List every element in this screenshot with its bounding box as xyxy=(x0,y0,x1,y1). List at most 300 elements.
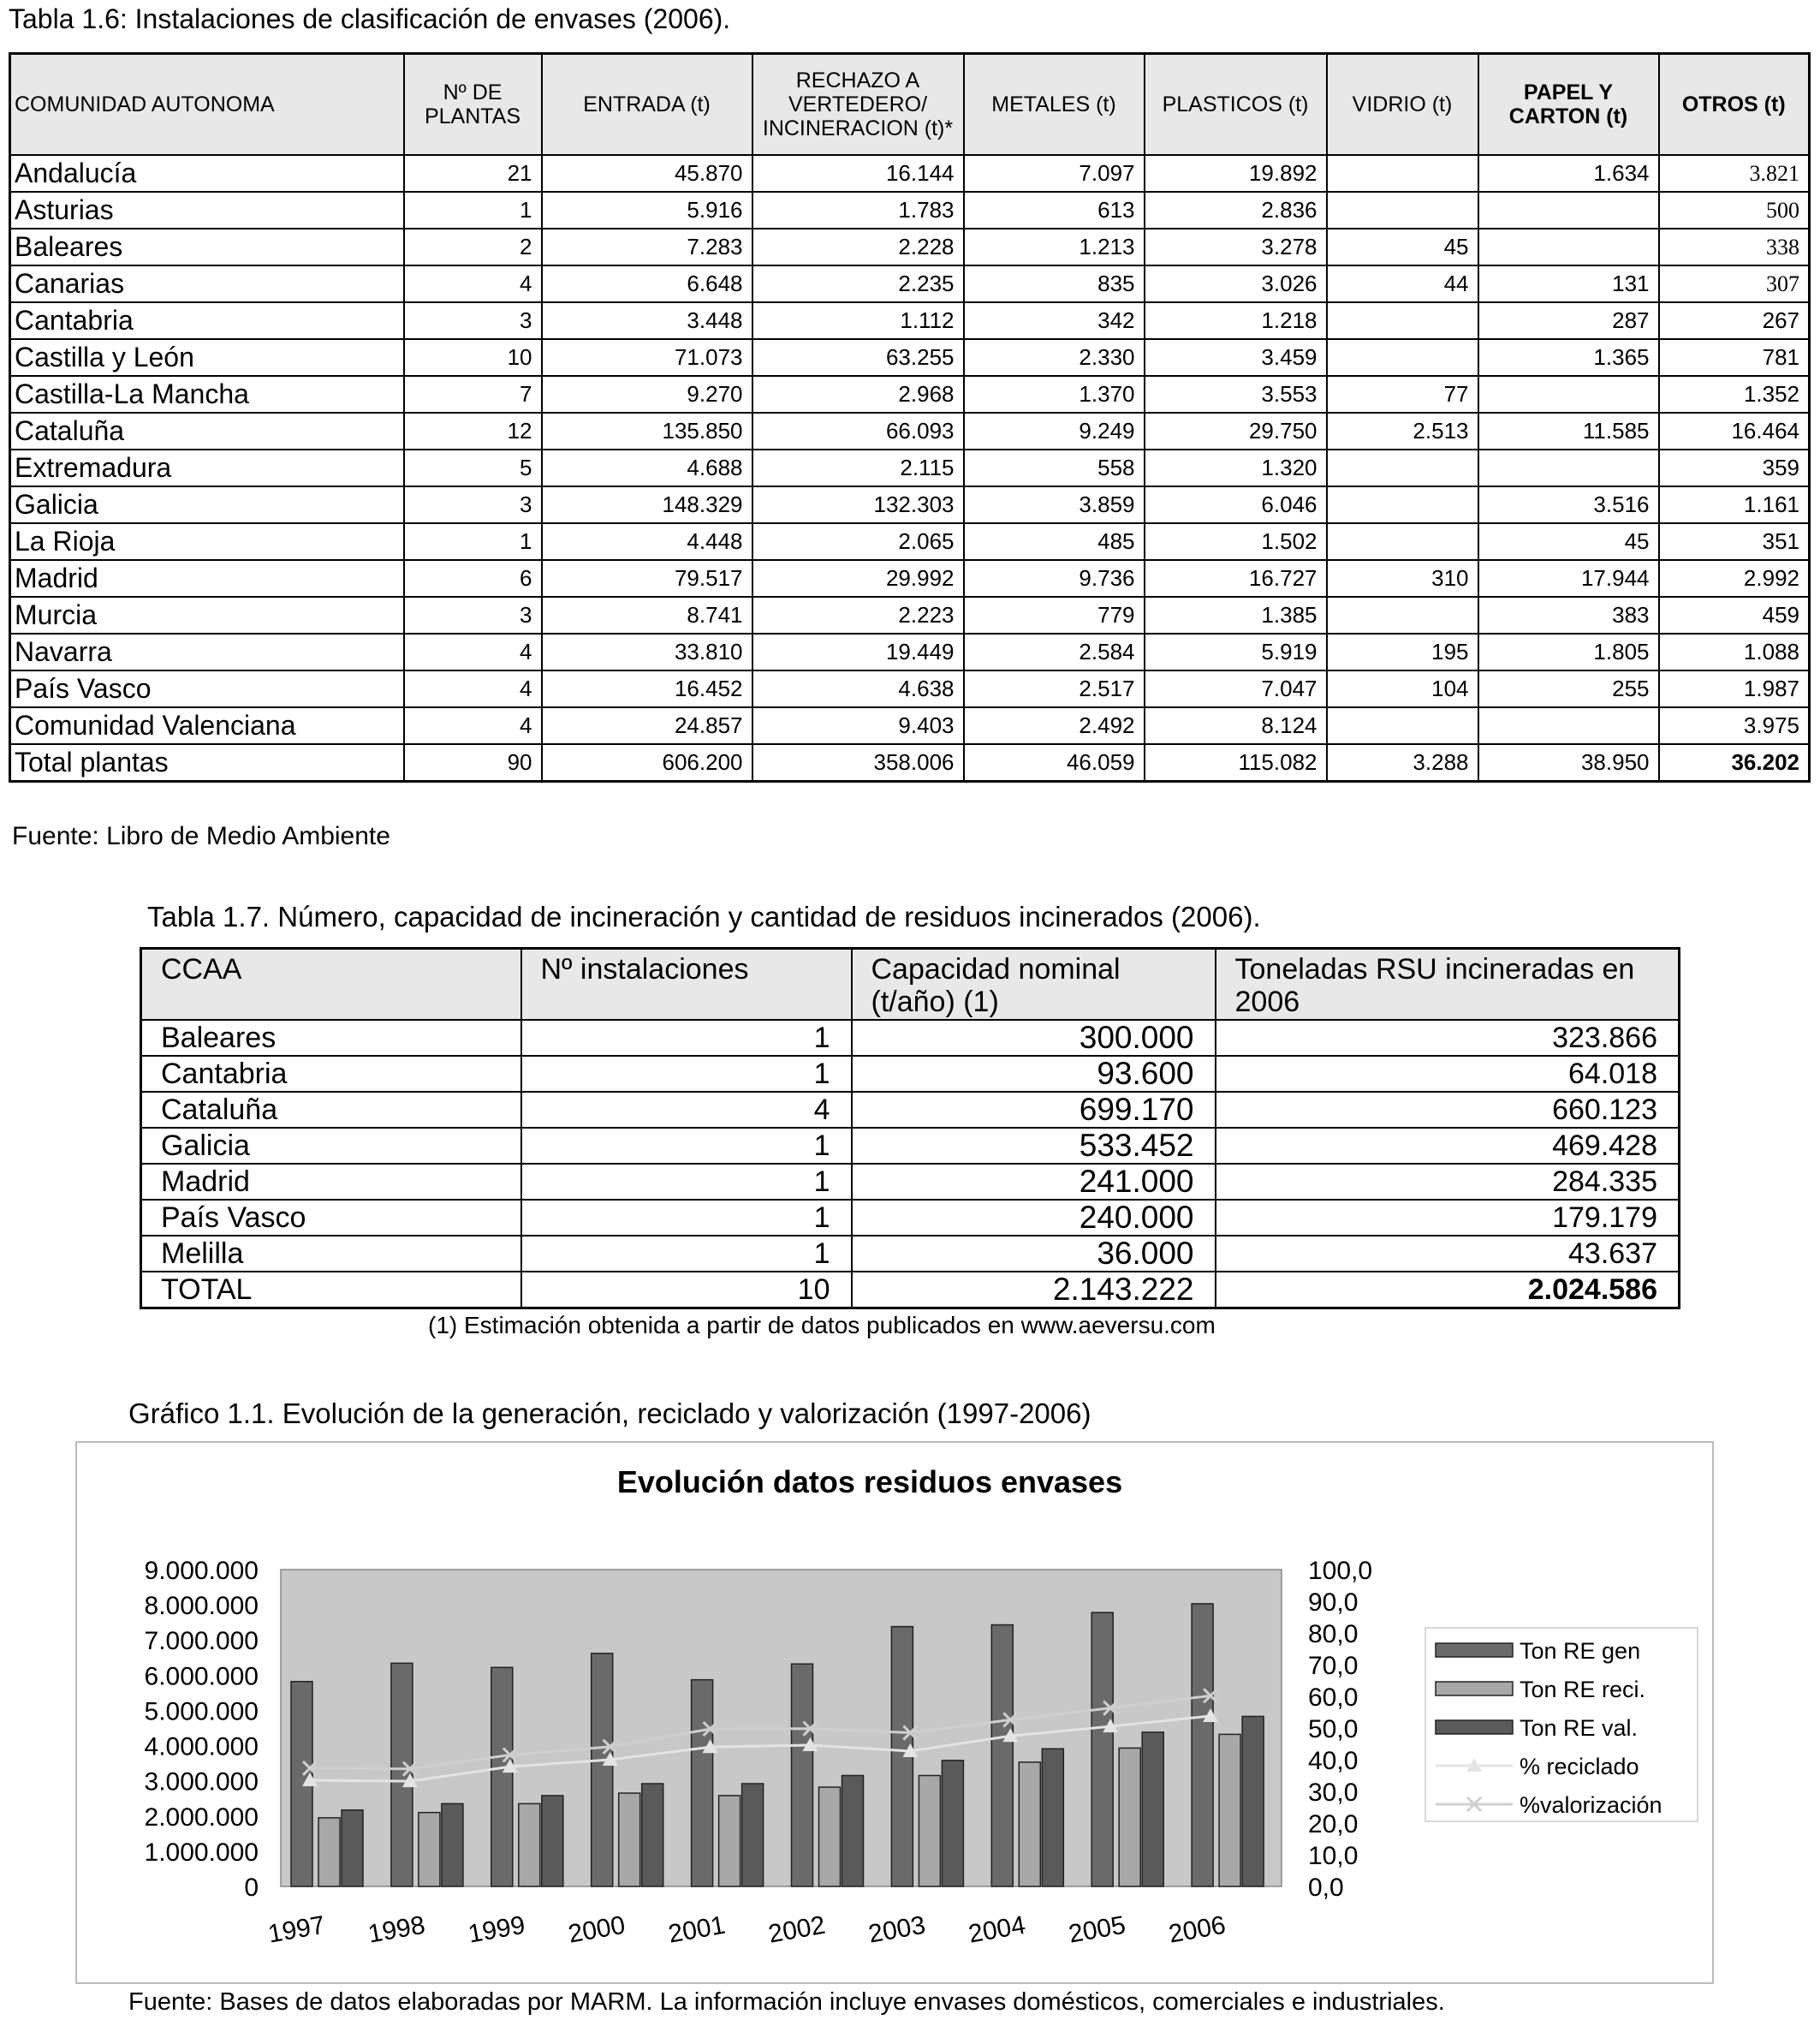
legend-swatch-ton-re-gen xyxy=(1436,1643,1513,1657)
table-row xyxy=(10,339,1810,376)
row-label: Total plantas xyxy=(10,744,404,782)
table-cell: 533.452 xyxy=(852,1128,1216,1164)
table-cell: 179.179 xyxy=(1216,1200,1680,1236)
table-cell: 7.283 xyxy=(542,229,752,265)
table-row xyxy=(10,707,1810,744)
table-cell: 12 xyxy=(404,413,542,450)
table16-header-7: PAPEL Y CARTON (t) xyxy=(1478,54,1659,156)
table-cell: 45.870 xyxy=(542,155,752,192)
table-cell: 1.161 xyxy=(1659,486,1810,523)
row-label: Baleares xyxy=(10,229,404,265)
y-left-tick-label: 8.000.000 xyxy=(144,1592,259,1621)
table-row xyxy=(10,155,1810,192)
table-cell: 33.810 xyxy=(542,634,752,670)
chart-svg xyxy=(77,1443,1712,1982)
table-cell: 606.200 xyxy=(542,744,752,782)
bar-ton-re-gen-2000 xyxy=(592,1654,613,1886)
y-right-tick-label: 90,0 xyxy=(1308,1588,1359,1617)
table-cell: 104 xyxy=(1327,670,1478,707)
table-cell: 66.093 xyxy=(752,413,964,450)
row-label: Castilla-La Mancha xyxy=(10,376,404,413)
table-cell: 38.950 xyxy=(1478,744,1659,782)
table-cell: 459 xyxy=(1659,597,1810,634)
table-cell: 3.975 xyxy=(1659,707,1810,744)
bar-ton-re-gen-2001 xyxy=(692,1680,713,1886)
table-cell: 148.329 xyxy=(542,486,752,523)
table-cell: 699.170 xyxy=(852,1092,1216,1128)
table-cell: 6.046 xyxy=(1145,486,1327,523)
bar-ton-re-val--2004 xyxy=(1042,1749,1063,1886)
table-cell: 781 xyxy=(1659,339,1810,376)
table-cell: 2.228 xyxy=(752,229,964,265)
bar-ton-re-val--1997 xyxy=(342,1810,363,1886)
table17 xyxy=(140,947,1680,1309)
row-label: Madrid xyxy=(141,1164,521,1200)
x-tick-label: 2003 xyxy=(866,1910,928,1949)
x-tick-label: 2002 xyxy=(766,1910,828,1949)
table-cell: 45 xyxy=(1327,229,1478,265)
y-left-tick-label: 5.000.000 xyxy=(144,1697,259,1726)
table-cell: 383 xyxy=(1478,597,1659,634)
row-label: Melilla xyxy=(141,1236,521,1272)
table-cell: 2.143.222 xyxy=(852,1272,1216,1308)
table-cell: 1.783 xyxy=(752,192,964,229)
table-cell: 1.218 xyxy=(1145,302,1327,339)
table-cell: 10 xyxy=(404,339,542,376)
table-cell: 3.459 xyxy=(1145,339,1327,376)
legend-swatch-ton-re-reci- xyxy=(1436,1682,1513,1695)
table-cell: 7 xyxy=(404,376,542,413)
table16 xyxy=(9,52,1811,783)
table-cell: 11.585 xyxy=(1478,413,1659,450)
table-cell: 46.059 xyxy=(964,744,1145,782)
table-cell: 9.736 xyxy=(964,560,1145,597)
x-tick-label: 1999 xyxy=(466,1910,527,1949)
table-cell: 79.517 xyxy=(542,560,752,597)
table-cell: 4 xyxy=(404,634,542,670)
table-cell: 1.385 xyxy=(1145,597,1327,634)
x-tick-label: 1998 xyxy=(366,1910,427,1949)
chart-caption: Gráfico 1.1. Evolución de la generación, reciclado y valorización (1997-2006) xyxy=(128,1397,1091,1429)
bar-ton-re-reci--1998 xyxy=(419,1813,440,1886)
y-right-tick-label: 20,0 xyxy=(1308,1810,1359,1838)
row-label: Madrid xyxy=(10,560,404,597)
table-cell: 1.805 xyxy=(1478,634,1659,670)
table-cell: 2.492 xyxy=(964,707,1145,744)
table-cell: 1 xyxy=(521,1164,852,1200)
table17-header-instalaciones: Nº instalaciones xyxy=(521,949,852,1021)
table-cell: 1.088 xyxy=(1659,634,1810,670)
table-cell: 338 xyxy=(1659,229,1810,265)
bar-ton-re-reci--2002 xyxy=(819,1787,841,1886)
table-row xyxy=(10,302,1810,339)
table-row xyxy=(10,229,1810,265)
table-cell: 6 xyxy=(404,560,542,597)
table-row xyxy=(141,1272,1680,1308)
table-cell: 4.638 xyxy=(752,670,964,707)
bar-ton-re-gen-2004 xyxy=(991,1625,1013,1886)
bar-ton-re-gen-1999 xyxy=(491,1667,513,1886)
table-row xyxy=(10,670,1810,707)
table-cell: 342 xyxy=(964,302,1145,339)
bar-ton-re-gen-2005 xyxy=(1091,1612,1113,1886)
table-cell: 16.727 xyxy=(1145,560,1327,597)
table-cell: 284.335 xyxy=(1216,1164,1680,1200)
table-cell: 2.836 xyxy=(1145,192,1327,229)
table-cell: 1.112 xyxy=(752,302,964,339)
table-cell: 135.850 xyxy=(542,413,752,450)
y-right-tick-label: 70,0 xyxy=(1308,1652,1359,1680)
table16-header-0: COMUNIDAD AUTONOMA xyxy=(10,54,404,156)
table16-header-6: VIDRIO (t) xyxy=(1327,54,1478,156)
table-cell: 3.278 xyxy=(1145,229,1327,265)
table-cell: 3 xyxy=(404,597,542,634)
x-tick-label: 2005 xyxy=(1066,1910,1128,1949)
table-cell: 359 xyxy=(1659,450,1810,486)
table-cell: 310 xyxy=(1327,560,1478,597)
y-right-tick-label: 50,0 xyxy=(1308,1715,1359,1743)
bar-ton-re-val--2005 xyxy=(1142,1732,1163,1886)
row-label: TOTAL xyxy=(141,1272,521,1308)
table-cell: 7.097 xyxy=(964,155,1145,192)
table17-header-toneladas: Toneladas RSU incineradas en 2006 xyxy=(1216,949,1680,1021)
table-cell xyxy=(1327,486,1478,523)
table-row xyxy=(10,634,1810,670)
table-cell: 2 xyxy=(404,229,542,265)
table-cell: 7.047 xyxy=(1145,670,1327,707)
x-tick-label: 2004 xyxy=(966,1910,1028,1949)
table16-header-5: PLASTICOS (t) xyxy=(1145,54,1327,156)
table-cell: 1.370 xyxy=(964,376,1145,413)
table-cell: 64.018 xyxy=(1216,1056,1680,1092)
row-label: Cantabria xyxy=(141,1056,521,1092)
table-cell: 1.213 xyxy=(964,229,1145,265)
table17-note: (1) Estimación obtenida a partir de datos publicados en www.aeversu.com xyxy=(428,1312,1216,1338)
y-right-tick-label: 80,0 xyxy=(1308,1620,1359,1648)
bar-ton-re-reci--1997 xyxy=(318,1818,340,1886)
table-cell: 4 xyxy=(521,1092,852,1128)
table-cell: 5 xyxy=(404,450,542,486)
row-label: Cantabria xyxy=(10,302,404,339)
bar-ton-re-reci--2004 xyxy=(1019,1762,1040,1886)
table-cell xyxy=(1327,155,1478,192)
y-left-tick-label: 9.000.000 xyxy=(144,1557,259,1585)
bar-ton-re-gen-2006 xyxy=(1192,1604,1213,1886)
table-cell: 29.750 xyxy=(1145,413,1327,450)
y-right-tick-label: 10,0 xyxy=(1308,1842,1359,1870)
table-cell: 3.859 xyxy=(964,486,1145,523)
table-cell: 3.516 xyxy=(1478,486,1659,523)
table-cell: 19.892 xyxy=(1145,155,1327,192)
bar-ton-re-reci--2005 xyxy=(1119,1748,1140,1886)
bar-ton-re-val--2003 xyxy=(942,1761,963,1886)
row-label: La Rioja xyxy=(10,523,404,560)
row-label: Cataluña xyxy=(141,1092,521,1128)
table-cell: 115.082 xyxy=(1145,744,1327,782)
row-label: Castilla y León xyxy=(10,339,404,376)
table-cell: 1.352 xyxy=(1659,376,1810,413)
row-label: País Vasco xyxy=(141,1200,521,1236)
legend-label-ton-re-val-: Ton RE val. xyxy=(1520,1715,1639,1741)
chart-source: Fuente: Bases de datos elaboradas por MARM. La información incluye envases domésticos, comerciales e industriales. xyxy=(128,1988,1445,2016)
y-left-tick-label: 3.000.000 xyxy=(144,1767,259,1797)
y-left-tick-label: 4.000.000 xyxy=(144,1732,259,1761)
table-cell: 10 xyxy=(521,1272,852,1308)
legend-label--reciclado: % reciclado xyxy=(1520,1754,1639,1779)
row-label: Murcia xyxy=(10,597,404,634)
table-cell xyxy=(1478,192,1659,229)
table-cell: 2.065 xyxy=(752,523,964,560)
table-cell: 4.688 xyxy=(542,450,752,486)
table-cell: 558 xyxy=(964,450,1145,486)
table-cell: 24.857 xyxy=(542,707,752,744)
table16-header-2: ENTRADA (t) xyxy=(542,54,752,156)
table-row xyxy=(10,450,1810,486)
table-cell: 17.944 xyxy=(1478,560,1659,597)
bar-ton-re-gen-2002 xyxy=(792,1664,813,1886)
table-row xyxy=(10,265,1810,302)
table-cell: 1 xyxy=(521,1200,852,1236)
table-cell: 287 xyxy=(1478,302,1659,339)
table-cell: 1.365 xyxy=(1478,339,1659,376)
table-row xyxy=(141,1056,1680,1092)
table-cell: 1.987 xyxy=(1659,670,1810,707)
table-cell: 29.992 xyxy=(752,560,964,597)
table17-header-ccaa: CCAA xyxy=(141,949,521,1021)
table-cell: 267 xyxy=(1659,302,1810,339)
table-cell: 300.000 xyxy=(852,1020,1216,1056)
table-cell: 71.073 xyxy=(542,339,752,376)
table-cell xyxy=(1327,192,1478,229)
y-left-tick-label: 1.000.000 xyxy=(144,1838,259,1867)
table16-header-1: Nº DE PLANTAS xyxy=(404,54,542,156)
bar-ton-re-val--2001 xyxy=(742,1784,764,1886)
table-cell: 307 xyxy=(1659,265,1810,302)
table-row xyxy=(141,1128,1680,1164)
table-cell: 358.006 xyxy=(752,744,964,782)
legend-label-ton-re-reci-: Ton RE reci. xyxy=(1520,1677,1646,1702)
row-label: Cataluña xyxy=(10,413,404,450)
y-right-tick-label: 0,0 xyxy=(1308,1874,1344,1902)
table16-header-3: RECHAZO A VERTEDERO/ INCINERACION (t)* xyxy=(752,54,964,156)
table-cell: 6.648 xyxy=(542,265,752,302)
table-cell: 93.600 xyxy=(852,1056,1216,1092)
row-label: Andalucía xyxy=(10,155,404,192)
table-cell: 5.916 xyxy=(542,192,752,229)
bar-ton-re-reci--2000 xyxy=(619,1793,640,1886)
row-label: País Vasco xyxy=(10,670,404,707)
table-row xyxy=(10,597,1810,634)
table-row xyxy=(141,1236,1680,1272)
table-cell: 1.502 xyxy=(1145,523,1327,560)
table-cell: 3.026 xyxy=(1145,265,1327,302)
table-cell xyxy=(1478,376,1659,413)
table-row xyxy=(10,192,1810,229)
table16-header-4: METALES (t) xyxy=(964,54,1145,156)
table-cell xyxy=(1327,339,1478,376)
table-cell: 3 xyxy=(404,302,542,339)
legend-label-ton-re-gen: Ton RE gen xyxy=(1520,1638,1641,1664)
bar-ton-re-val--1998 xyxy=(442,1803,463,1886)
table-cell: 2.584 xyxy=(964,634,1145,670)
table-cell: 323.866 xyxy=(1216,1020,1680,1056)
table-cell xyxy=(1327,523,1478,560)
table-cell: 3 xyxy=(404,486,542,523)
table-cell: 2.513 xyxy=(1327,413,1478,450)
table-cell: 500 xyxy=(1659,192,1810,229)
table17-caption: Tabla 1.7. Número, capacidad de incineración y cantidad de residuos incinerados (2006). xyxy=(147,901,1261,933)
table-cell: 195 xyxy=(1327,634,1478,670)
x-tick-label: 1997 xyxy=(265,1910,328,1949)
table-cell: 469.428 xyxy=(1216,1128,1680,1164)
table-cell xyxy=(1327,707,1478,744)
table-cell: 77 xyxy=(1327,376,1478,413)
table-cell: 1 xyxy=(521,1020,852,1056)
table-row xyxy=(10,376,1810,413)
row-label: Comunidad Valenciana xyxy=(10,707,404,744)
bar-ton-re-reci--2001 xyxy=(719,1796,740,1886)
table16-source: Fuente: Libro de Medio Ambiente xyxy=(12,822,390,850)
table-cell: 613 xyxy=(964,192,1145,229)
bar-ton-re-reci--1999 xyxy=(519,1803,540,1886)
table-cell: 43.637 xyxy=(1216,1236,1680,1272)
legend-swatch-ton-re-val- xyxy=(1436,1720,1513,1734)
bar-ton-re-val--2002 xyxy=(842,1776,864,1887)
table-row xyxy=(10,523,1810,560)
legend-label--valorizaci-n: %valorización xyxy=(1520,1792,1662,1818)
table-cell: 16.144 xyxy=(752,155,964,192)
y-right-tick-label: 60,0 xyxy=(1308,1683,1359,1712)
table-cell: 2.223 xyxy=(752,597,964,634)
table-cell: 4.448 xyxy=(542,523,752,560)
table-row xyxy=(141,1200,1680,1236)
table-cell xyxy=(1478,707,1659,744)
table-cell: 21 xyxy=(404,155,542,192)
bar-ton-re-val--1999 xyxy=(542,1796,563,1886)
table-cell: 16.464 xyxy=(1659,413,1810,450)
table-cell: 90 xyxy=(404,744,542,782)
table-cell: 63.255 xyxy=(752,339,964,376)
table-cell: 2.235 xyxy=(752,265,964,302)
table17-header-capacidad: Capacidad nominal (t/año) (1) xyxy=(852,949,1216,1021)
table-cell: 1 xyxy=(404,523,542,560)
table-cell: 2.115 xyxy=(752,450,964,486)
table-row xyxy=(10,560,1810,597)
table-cell xyxy=(1478,229,1659,265)
table-row xyxy=(10,413,1810,450)
y-right-tick-label: 40,0 xyxy=(1308,1747,1359,1775)
table-cell: 240.000 xyxy=(852,1200,1216,1236)
table-cell: 1 xyxy=(521,1056,852,1092)
table-cell: 131 xyxy=(1478,265,1659,302)
table-cell: 4 xyxy=(404,707,542,744)
x-tick-label: 2001 xyxy=(666,1910,728,1949)
table-cell: 1.320 xyxy=(1145,450,1327,486)
bar-ton-re-val--2006 xyxy=(1242,1716,1264,1886)
table-row xyxy=(141,1164,1680,1200)
table16-caption: Tabla 1.6: Instalaciones de clasificación de envases (2006). xyxy=(9,3,731,34)
table-cell: 1 xyxy=(521,1236,852,1272)
table-cell: 1 xyxy=(404,192,542,229)
table-row xyxy=(10,486,1810,523)
row-label: Canarias xyxy=(10,265,404,302)
table-cell xyxy=(1327,597,1478,634)
chart-title: Evolución datos residuos envases xyxy=(616,1464,1123,1499)
y-right-tick-label: 100,0 xyxy=(1308,1557,1373,1585)
table-cell: 2.968 xyxy=(752,376,964,413)
row-label: Galicia xyxy=(141,1128,521,1164)
table-cell: 132.303 xyxy=(752,486,964,523)
table-cell: 1 xyxy=(521,1128,852,1164)
table-cell: 241.000 xyxy=(852,1164,1216,1200)
bar-ton-re-reci--2006 xyxy=(1219,1734,1240,1886)
table-cell: 660.123 xyxy=(1216,1092,1680,1128)
table-cell: 3.288 xyxy=(1327,744,1478,782)
row-label: Navarra xyxy=(10,634,404,670)
x-tick-label: 2006 xyxy=(1166,1910,1228,1949)
table-cell: 4 xyxy=(404,265,542,302)
table-cell: 9.249 xyxy=(964,413,1145,450)
table-cell xyxy=(1327,302,1478,339)
bar-ton-re-val--2000 xyxy=(642,1784,663,1886)
table-row xyxy=(141,1020,1680,1056)
table-row xyxy=(141,1092,1680,1128)
table-cell: 485 xyxy=(964,523,1145,560)
table-cell xyxy=(1327,450,1478,486)
table-cell: 45 xyxy=(1478,523,1659,560)
table-cell: 3.821 xyxy=(1659,155,1810,192)
row-label: Galicia xyxy=(10,486,404,523)
table-cell: 4 xyxy=(404,670,542,707)
table-cell: 1.634 xyxy=(1478,155,1659,192)
x-tick-label: 2000 xyxy=(566,1910,627,1949)
table-cell: 36.000 xyxy=(852,1236,1216,1272)
table-cell: 3.448 xyxy=(542,302,752,339)
table-cell: 5.919 xyxy=(1145,634,1327,670)
table-cell: 44 xyxy=(1327,265,1478,302)
table16-header-8: OTROS (t) xyxy=(1659,54,1810,156)
table-row xyxy=(10,744,1810,782)
table-cell: 2.992 xyxy=(1659,560,1810,597)
table-cell: 16.452 xyxy=(542,670,752,707)
table-cell: 351 xyxy=(1659,523,1810,560)
table-cell: 2.024.586 xyxy=(1216,1272,1680,1308)
table-cell: 19.449 xyxy=(752,634,964,670)
table-cell: 9.403 xyxy=(752,707,964,744)
bar-ton-re-reci--2003 xyxy=(919,1776,940,1887)
row-label: Baleares xyxy=(141,1020,521,1056)
y-left-tick-label: 2.000.000 xyxy=(144,1803,259,1832)
table-cell xyxy=(1478,450,1659,486)
y-left-tick-label: 7.000.000 xyxy=(144,1627,259,1656)
table-cell: 255 xyxy=(1478,670,1659,707)
y-right-tick-label: 30,0 xyxy=(1308,1779,1359,1807)
table-cell: 779 xyxy=(964,597,1145,634)
chart-frame xyxy=(75,1441,1714,1984)
row-label: Extremadura xyxy=(10,450,404,486)
table-cell: 36.202 xyxy=(1659,744,1810,782)
table-cell: 9.270 xyxy=(542,376,752,413)
table-cell: 8.124 xyxy=(1145,707,1327,744)
y-left-tick-label: 6.000.000 xyxy=(144,1662,259,1691)
table-cell: 2.330 xyxy=(964,339,1145,376)
y-left-tick-label: 0 xyxy=(244,1874,259,1902)
table-cell: 835 xyxy=(964,265,1145,302)
table-cell: 2.517 xyxy=(964,670,1145,707)
table-cell: 8.741 xyxy=(542,597,752,634)
row-label: Asturias xyxy=(10,192,404,229)
table-cell: 3.553 xyxy=(1145,376,1327,413)
